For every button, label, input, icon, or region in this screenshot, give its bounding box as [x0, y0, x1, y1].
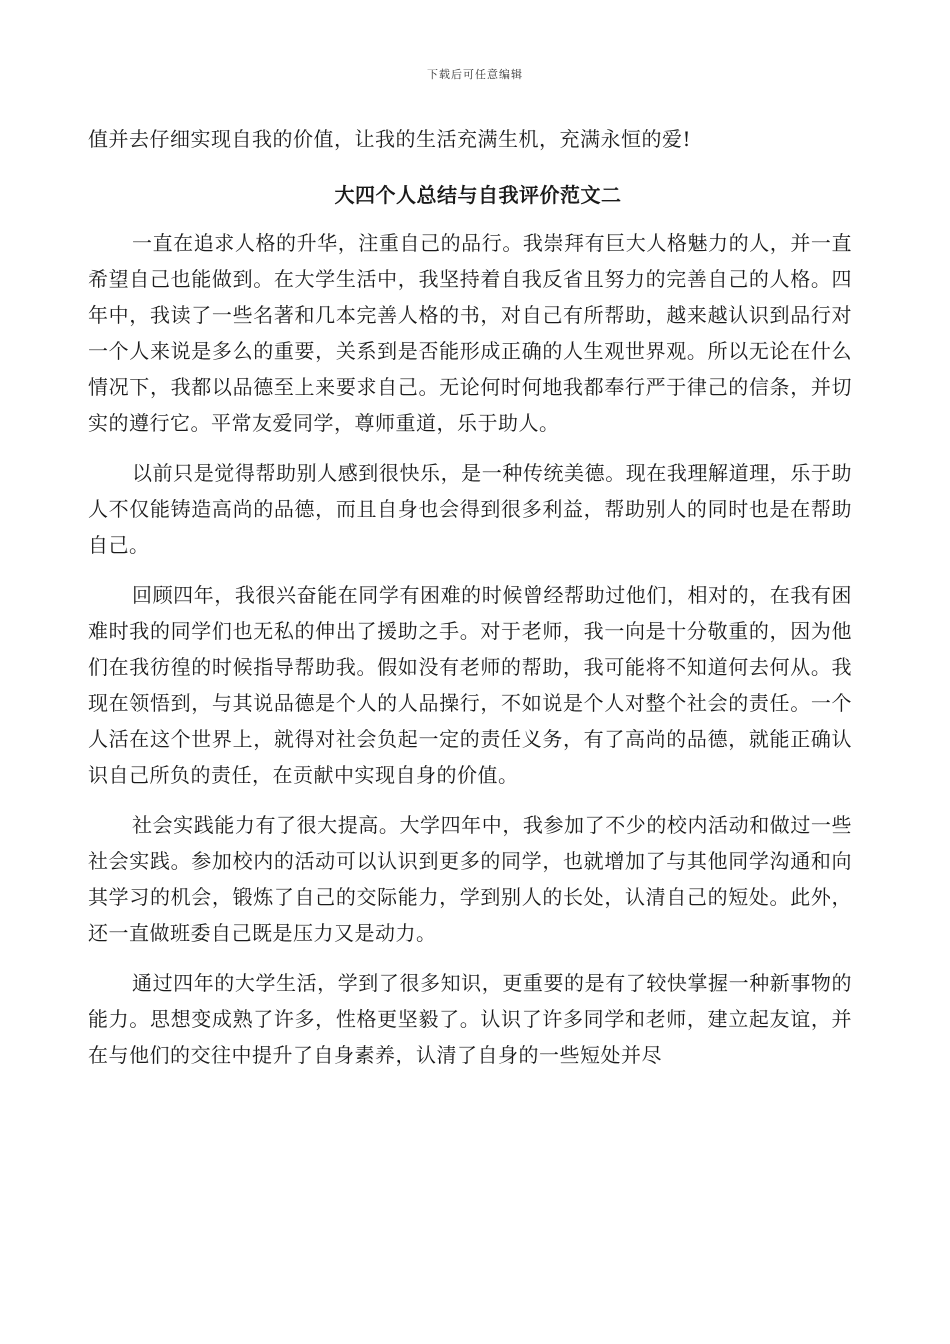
header-note: 下载后可任意编辑 [427, 68, 523, 81]
document-body [88, 121, 852, 1073]
paragraph-4: 社会实践能力有了很大提高。大学四年中，我参加了不少的校内活动和做过一些社会实践。参加校内的活动可以认识到更多的同学，也就增加了与其他同学沟通和向其学习的机会，锻炼了自己的交际能力，学到别人的长处，认清自己的短处。此外，还一直做班委自己既是压力又是动力。 [88, 813, 852, 945]
paragraph-1: 一直在追求人格的升华，注重自己的品行。我崇拜有巨大人格魅力的人，并一直希望自己也能做到。在大学生活中，我坚持着自我反省且努力的完善自己的人格。四年中，我读了一些名著和几本完善人格的书，对自己有所帮助，越来越认识到品行对一个人来说是多么的重要，关系到是否能形成正确的人生观世界观。所以无论在什么情况下，我都以品德至上来要求自己。无论何时何地我都奉行严于律己的信条，并切实的遵行它。平常友爱同学，尊师重道，乐于助人。 [88, 231, 852, 435]
paragraph-2: 以前只是觉得帮助别人感到很快乐，是一种传统美德。现在我理解道理，乐于助人不仅能铸造高尚的品德，而且自身也会得到很多利益，帮助别人的同时也是在帮助自己。 [88, 461, 852, 557]
paragraph-5: 通过四年的大学生活，学到了很多知识，更重要的是有了较快掌握一种新事物的能力。思想变成熟了许多，性格更坚毅了。认识了许多同学和老师，建立起友谊，并在与他们的交往中提升了自身素养，认清了自身的一些短处并尽 [88, 971, 852, 1067]
lead-paragraph: 值并去仔细实现自我的价值，让我的生活充满生机，充满永恒的爱! [88, 127, 692, 151]
paragraph-3: 回顾四年，我很兴奋能在同学有困难的时候曾经帮助过他们，相对的，在我有困难时我的同学们也无私的伸出了援助之手。对于老师，我一向是十分敬重的，因为他们在我彷徨的时候指导帮助我。假如没有老师的帮助，我可能将不知道何去何从。我现在领悟到，与其说品德是个人的人品操行，不如说是个人对整个社会的责任。一个人活在这个世界上，就得对社会负起一定的责任义务，有了高尚的品德，就能正确认识自己所负的责任，在贡献中实现自身的价值。 [88, 583, 852, 787]
section-title: 大四个人总结与自我评价范文二 [334, 183, 622, 207]
